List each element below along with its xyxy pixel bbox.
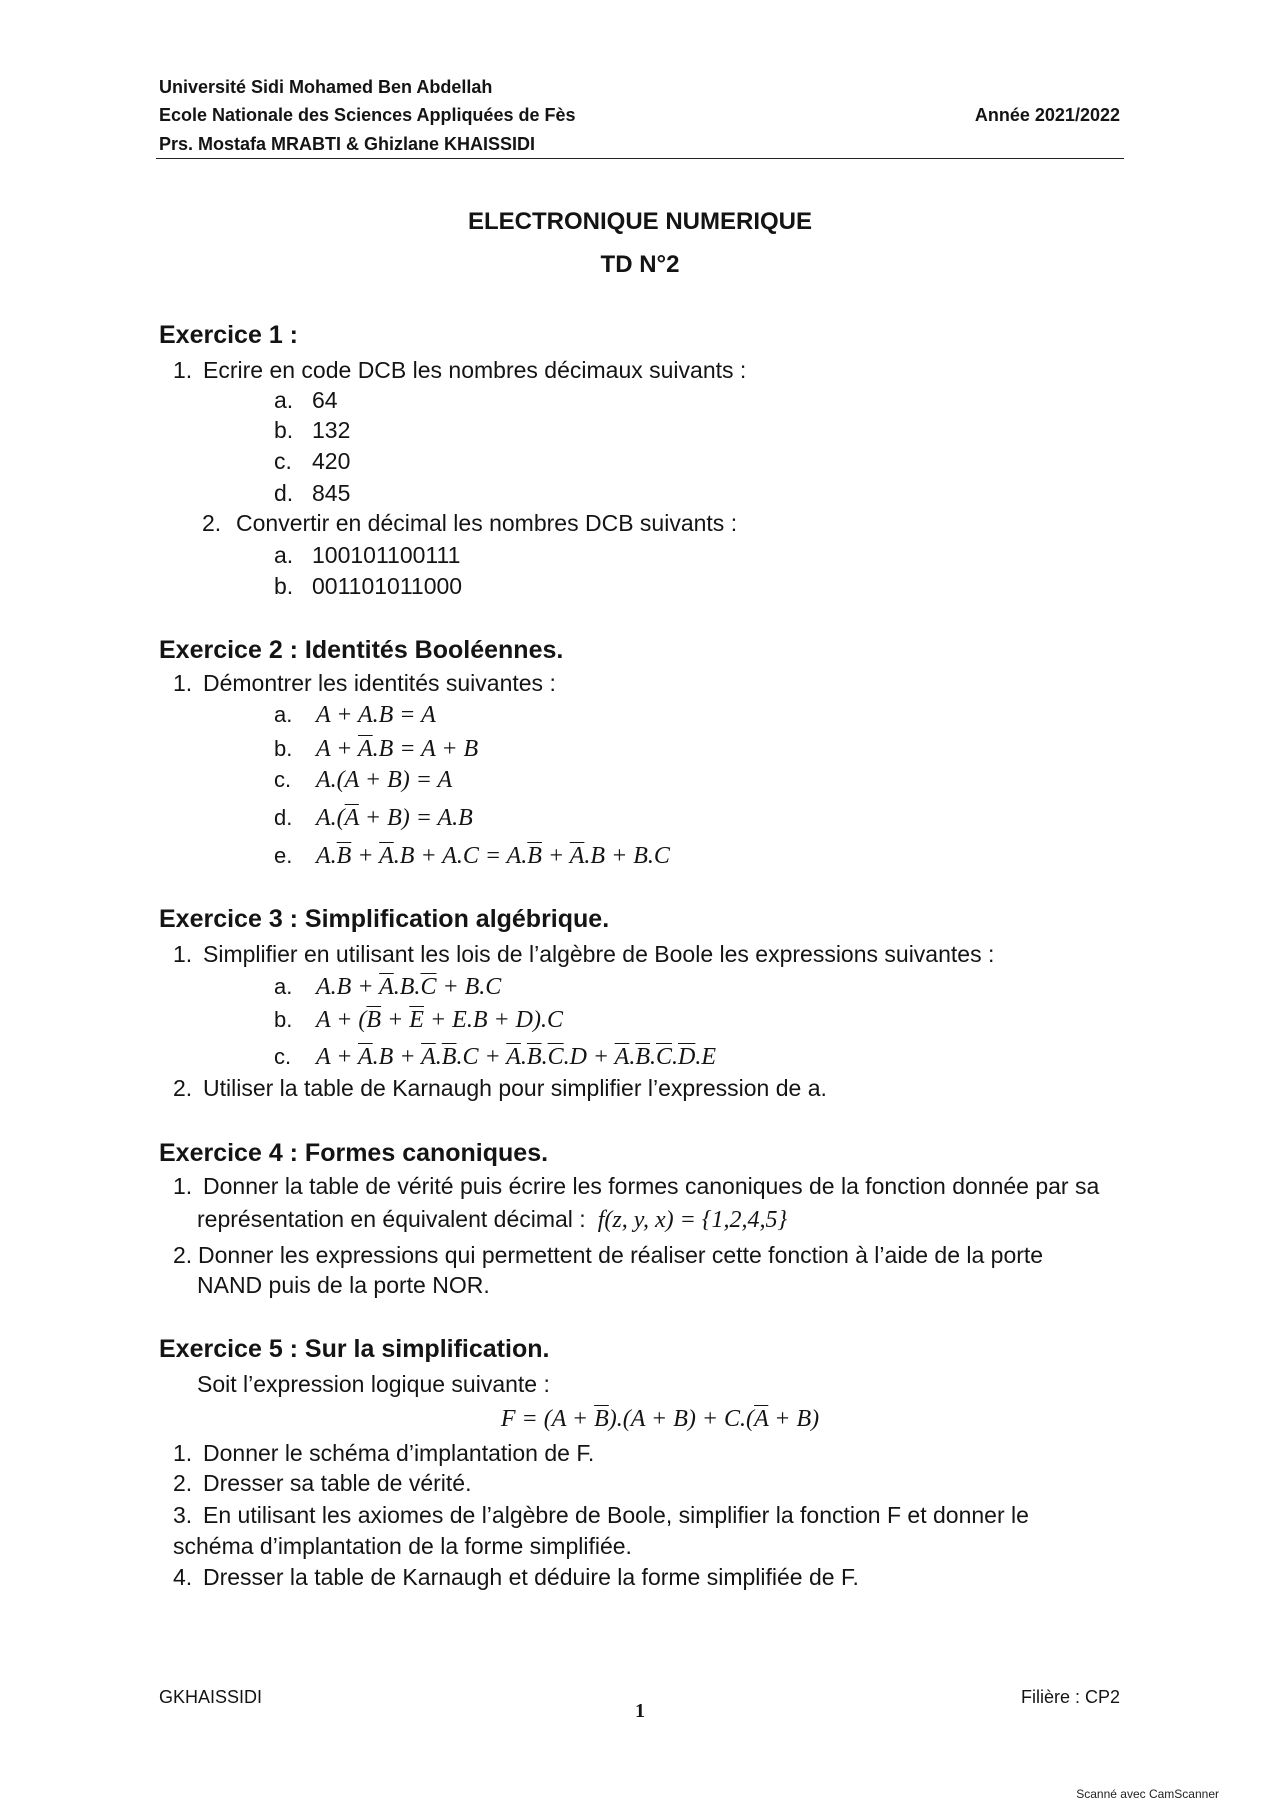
question-number: 2. bbox=[173, 1242, 193, 1268]
boolean-expression bbox=[316, 970, 501, 1004]
item-value: 845 bbox=[312, 480, 351, 506]
expression-term: A.B + bbox=[316, 974, 380, 1000]
complemented-variable: $\overline{A}$ bbox=[358, 736, 373, 762]
question-continuation: schéma d’implantation de la forme simplifiée. bbox=[173, 1533, 632, 1559]
footer-program: Filière : CP2 bbox=[1020, 1687, 1120, 1707]
question-text: En utilisant les axiomes de l’algèbre de Boole, simplifier la fonction F et donner le bbox=[203, 1502, 1029, 1528]
course-title: ELECTRONIQUE NUMERIQUE bbox=[467, 208, 812, 235]
complemented-variable: $\overline{A}$ bbox=[754, 1406, 769, 1432]
question-text: Ecrire en code DCB les nombres décimaux suivants : bbox=[203, 357, 747, 383]
list-item bbox=[274, 763, 452, 797]
expression-term: .C + bbox=[456, 1044, 507, 1070]
list-item bbox=[274, 415, 350, 445]
question bbox=[173, 1438, 594, 1468]
boolean-expression bbox=[316, 1003, 563, 1037]
item-label: b. bbox=[274, 736, 293, 761]
expression-term: .B + A.C = A. bbox=[393, 843, 528, 869]
expression-term: .D + bbox=[563, 1044, 615, 1070]
complemented-variable: $\overline{A}$ bbox=[421, 1044, 436, 1070]
item-label: c. bbox=[274, 767, 292, 792]
exercise-3-heading: Exercice 3 : Simplification algébrique. bbox=[159, 905, 610, 933]
question-number: 1. bbox=[173, 1173, 193, 1199]
question bbox=[173, 1468, 471, 1498]
question bbox=[173, 1240, 1043, 1270]
list-item bbox=[274, 839, 670, 873]
item-label: c. bbox=[274, 448, 292, 474]
question bbox=[173, 1500, 1029, 1530]
item-value: 420 bbox=[312, 448, 351, 474]
item-label: b. bbox=[274, 573, 294, 599]
expression-term: + bbox=[381, 1007, 410, 1033]
question-number: 1. bbox=[173, 1440, 193, 1466]
complemented-variable: $\overline{A}$ bbox=[506, 1044, 521, 1070]
expression-term: A. bbox=[316, 843, 337, 869]
list-item bbox=[274, 970, 501, 1004]
item-label: b. bbox=[274, 1007, 293, 1032]
university-name: Université Sidi Mohamed Ben Abdellah bbox=[159, 77, 493, 97]
expression-term: A + bbox=[316, 736, 358, 762]
question-number: 3. bbox=[173, 1502, 193, 1528]
list-item bbox=[274, 1040, 716, 1074]
item-label: b. bbox=[274, 417, 294, 443]
professors: Prs. Mostafa MRABTI & Ghizlane KHAISSIDI bbox=[159, 134, 536, 154]
question-text: Dresser la table de Karnaugh et déduire la forme simplifiée de F. bbox=[203, 1564, 859, 1590]
boolean-expression bbox=[316, 732, 478, 766]
complemented-variable: $\overline{A}$ bbox=[614, 1044, 630, 1070]
sheet-title: TD N°2 bbox=[600, 251, 680, 278]
expression-term: + B.C bbox=[436, 974, 502, 1000]
complemented-variable: $\overline{A}$ bbox=[379, 974, 394, 1000]
complemented-variable: $\overline{C}$ bbox=[656, 1044, 673, 1070]
exercise-intro: Soit l’expression logique suivante : bbox=[197, 1371, 550, 1397]
expression-term: F = (A + bbox=[500, 1406, 595, 1432]
boolean-expression bbox=[316, 1040, 716, 1074]
complemented-variable: $\overline{B}$ bbox=[635, 1044, 651, 1070]
scanner-watermark: Scanné avec CamScanner bbox=[1076, 1787, 1219, 1801]
expression-term: + B) bbox=[768, 1406, 820, 1432]
list-item bbox=[274, 446, 350, 476]
list-item bbox=[274, 801, 473, 835]
complemented-variable: $\overline{A}$ bbox=[344, 805, 359, 831]
expression-term: .B + B.C bbox=[584, 843, 670, 869]
question bbox=[202, 508, 737, 538]
expression-term: ).(A + B) + C.( bbox=[608, 1406, 755, 1432]
expression-term: A + A.B = A bbox=[316, 702, 436, 728]
expression-term: . bbox=[672, 1044, 679, 1070]
expression-term: A.( bbox=[316, 805, 345, 831]
exercise-1-heading: Exercice 1 : bbox=[159, 321, 298, 349]
expression-term: .B = A + B bbox=[372, 736, 479, 762]
list-item bbox=[274, 732, 478, 766]
question-text: Dresser sa table de vérité. bbox=[203, 1470, 472, 1496]
question-number: 2. bbox=[173, 1075, 193, 1101]
exercise-2-heading: Exercice 2 : Identités Booléennes. bbox=[159, 636, 564, 664]
list-item bbox=[274, 385, 338, 415]
complemented-variable: $\overline{B}$ bbox=[594, 1406, 609, 1432]
complemented-variable: $\overline{A}$ bbox=[569, 843, 585, 869]
list-item bbox=[274, 698, 436, 732]
expression-term: .B + bbox=[372, 1044, 422, 1070]
expression-term: .E bbox=[695, 1044, 717, 1070]
function-definition bbox=[598, 1203, 787, 1237]
boolean-expression bbox=[316, 763, 452, 797]
list-item bbox=[274, 478, 350, 508]
complemented-variable: $\overline{C}$ bbox=[420, 974, 437, 1000]
item-label: a. bbox=[274, 387, 294, 413]
question-text: Démontrer les identités suivantes : bbox=[203, 670, 556, 696]
item-value: 64 bbox=[312, 387, 338, 413]
question bbox=[173, 668, 556, 698]
item-label: d. bbox=[274, 805, 293, 830]
item-label: d. bbox=[274, 480, 294, 506]
question-text: Convertir en décimal les nombres DCB suivants : bbox=[236, 510, 738, 536]
question-text: Donner la table de vérité puis écrire les formes canoniques de la fonction donnée par sa bbox=[203, 1173, 1100, 1199]
list-item bbox=[274, 571, 462, 601]
expression-term: + bbox=[351, 843, 380, 869]
question bbox=[173, 355, 746, 385]
expression-term: .B. bbox=[393, 974, 421, 1000]
question-text: Donner les expressions qui permettent de réaliser cette fonction à l’aide de la porte bbox=[198, 1242, 1044, 1268]
question-number: 2. bbox=[202, 510, 222, 536]
item-label: e. bbox=[274, 843, 293, 868]
expression-term: + E.B + D).C bbox=[423, 1007, 564, 1033]
question-text: représentation en équivalent décimal : bbox=[197, 1206, 586, 1232]
expression-term: A + bbox=[316, 1044, 358, 1070]
question-continuation: NAND puis de la porte NOR. bbox=[197, 1272, 490, 1298]
item-label: a. bbox=[274, 974, 293, 999]
complemented-variable: $\overline{C}$ bbox=[547, 1044, 564, 1070]
question-number: 1. bbox=[173, 941, 193, 967]
question-number: 1. bbox=[173, 357, 193, 383]
item-value: 100101100111 bbox=[312, 542, 461, 568]
complemented-variable: $\overline{B}$ bbox=[441, 1044, 457, 1070]
boolean-expression bbox=[316, 801, 473, 835]
complemented-variable: $\overline{E}$ bbox=[409, 1007, 424, 1033]
question-text: Simplifier en utilisant les lois de l’algèbre de Boole les expressions suivantes : bbox=[203, 941, 995, 967]
expression-term: + bbox=[541, 843, 570, 869]
boolean-formula bbox=[501, 1406, 819, 1432]
question-number: 2. bbox=[173, 1470, 193, 1496]
complemented-variable: $\overline{B}$ bbox=[336, 843, 352, 869]
question-text: Donner le schéma d’implantation de F. bbox=[203, 1440, 595, 1466]
exercise-4-heading: Exercice 4 : Formes canoniques. bbox=[159, 1139, 549, 1167]
footer-author: GKHAISSIDI bbox=[159, 1687, 263, 1707]
expression-term: A + ( bbox=[316, 1007, 367, 1033]
expression-term: + B) = A.B bbox=[358, 805, 473, 831]
expression-term: A.(A + B) = A bbox=[316, 767, 453, 793]
question-continuation bbox=[197, 1202, 787, 1236]
expression-term: . bbox=[650, 1044, 657, 1070]
complemented-variable: $\overline{B}$ bbox=[526, 1044, 542, 1070]
complemented-variable: $\overline{A}$ bbox=[379, 843, 394, 869]
item-label: a. bbox=[274, 702, 293, 727]
expression-term: . bbox=[541, 1044, 548, 1070]
complemented-variable: $\overline{B}$ bbox=[527, 843, 542, 869]
question-text: Utiliser la table de Karnaugh pour simplifier l’expression de a. bbox=[203, 1075, 827, 1101]
list-item bbox=[274, 540, 460, 570]
complemented-variable: $\overline{B}$ bbox=[366, 1007, 382, 1033]
item-value: 132 bbox=[312, 417, 351, 443]
item-label: c. bbox=[274, 1044, 292, 1069]
expression-term: . bbox=[520, 1044, 527, 1070]
question bbox=[173, 1171, 1099, 1201]
item-value: 001101011000 bbox=[312, 573, 463, 599]
boolean-expression bbox=[316, 698, 436, 732]
school-name: Ecole Nationale des Sciences Appliquées de Fès bbox=[159, 105, 576, 125]
question bbox=[173, 939, 994, 969]
expression-term: f(z, y, x) = {1,2,4,5} bbox=[597, 1207, 788, 1233]
header-divider bbox=[156, 158, 1124, 159]
complemented-variable: $\overline{A}$ bbox=[358, 1044, 373, 1070]
question bbox=[173, 1073, 827, 1103]
expression-term: . bbox=[629, 1044, 636, 1070]
question bbox=[173, 1562, 859, 1592]
list-item bbox=[274, 1003, 563, 1037]
expression-term: . bbox=[435, 1044, 442, 1070]
boolean-expression bbox=[316, 839, 670, 873]
complemented-variable: $\overline{D}$ bbox=[678, 1044, 696, 1070]
exercise-5-heading: Exercice 5 : Sur la simplification. bbox=[159, 1335, 550, 1363]
question-number: 4. bbox=[173, 1564, 193, 1590]
academic-year: Année 2021/2022 bbox=[974, 105, 1120, 125]
item-label: a. bbox=[274, 542, 294, 568]
page-number: 1 bbox=[635, 1700, 645, 1722]
question-number: 1. bbox=[173, 670, 193, 696]
formula-line bbox=[40, 1401, 1280, 1435]
